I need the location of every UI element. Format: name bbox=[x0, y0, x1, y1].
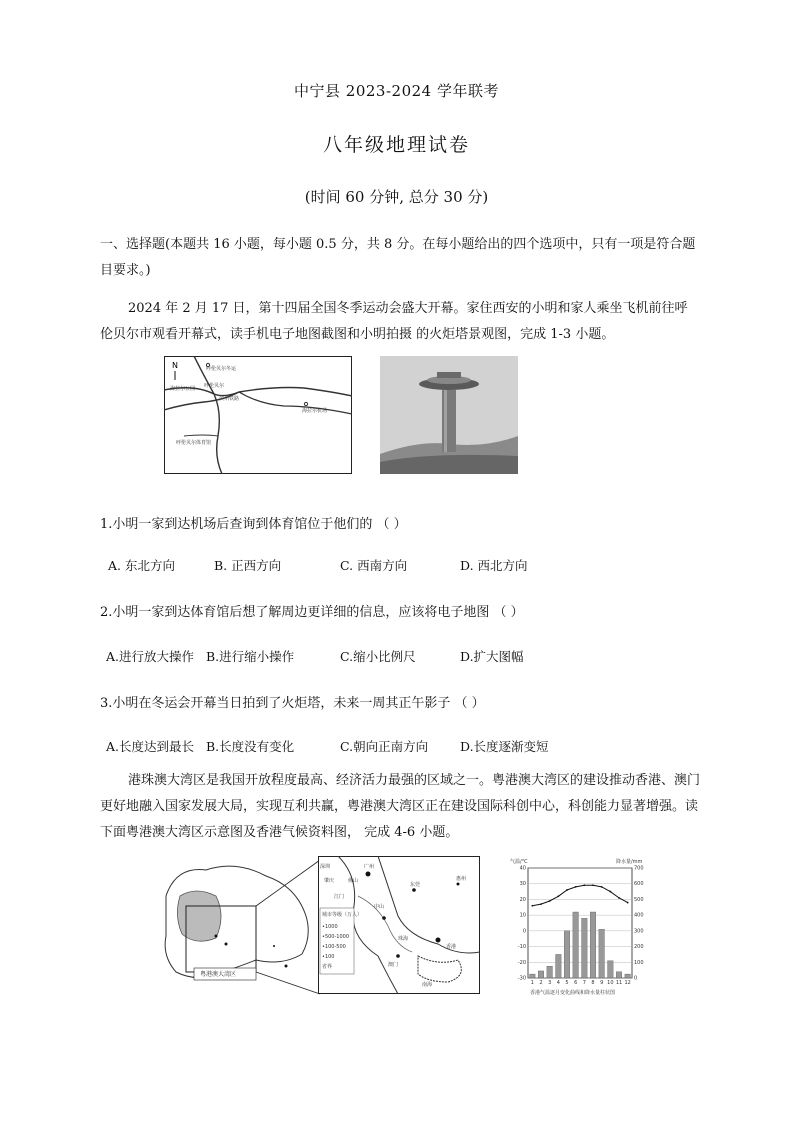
chart-temperature-point bbox=[618, 897, 620, 899]
passage-1: 2024 年 2 月 17 日，第十四届全国冬季运动会盛大开幕。家住西安的小明和家人乘坐飞机前往呼伦贝尔市观看开幕式，读手机电子地图截图和小明拍摄 的火炬塔景观图，完成 1-3 小题。 bbox=[100, 301, 688, 342]
chart-temp-tick: 0 bbox=[522, 928, 526, 935]
chart-precip-tick: 500 bbox=[634, 896, 644, 903]
option-a[interactable]: A.长度达到最长 bbox=[106, 739, 195, 754]
chart-precip-bar bbox=[590, 912, 596, 978]
chart-month-tick: 1 bbox=[530, 980, 534, 986]
city-label: 江门 bbox=[334, 894, 345, 900]
page-title: 八年级地理试卷 bbox=[322, 134, 470, 156]
hong-kong-climate-chart bbox=[508, 856, 658, 996]
chart-temp-tick: -30 bbox=[517, 975, 526, 982]
section-intro: 一、选择题(本题共 16 小题，每小题 0.5 分，共 8 分。在每小题给出的四个选项中，只有一项是符合题目要求。) bbox=[100, 237, 696, 278]
map-label: 海拉尔公园 bbox=[170, 386, 196, 392]
city-label: 深圳 bbox=[320, 864, 331, 870]
city-label: 香港 bbox=[446, 944, 457, 950]
legend-item: •100-500 bbox=[322, 944, 346, 950]
chart-precip-tick: 600 bbox=[634, 881, 644, 888]
question-3: 3.小明在冬运会开幕当日拍到了火炬塔，未来一周其正午影子 （ ） bbox=[100, 696, 485, 711]
option-c[interactable]: C.朝向正南方向 bbox=[340, 739, 429, 754]
option-a[interactable]: A.进行放大操作 bbox=[106, 649, 195, 664]
chart-precip-tick: 400 bbox=[634, 912, 644, 919]
chart-precip-bar bbox=[599, 929, 605, 978]
city-label: 珠海 bbox=[398, 936, 409, 942]
chart-month-tick: 7 bbox=[582, 980, 586, 986]
chart-precip-tick: 100 bbox=[634, 959, 644, 966]
legend-item: •1000 bbox=[322, 924, 338, 930]
legend-item: •100 bbox=[322, 954, 335, 960]
chart-month-tick: 5 bbox=[565, 980, 569, 986]
chart-temperature-point bbox=[592, 884, 594, 886]
chart-month-tick: 10 bbox=[607, 980, 614, 986]
map-caption: 粤港澳大湾区 bbox=[200, 971, 237, 978]
question-2-options bbox=[106, 647, 706, 667]
chart-month-tick: 4 bbox=[556, 980, 560, 986]
option-b[interactable]: B. 正西方向 bbox=[214, 558, 282, 573]
legend-title: 城市等级（万人） bbox=[322, 912, 363, 918]
city-label: 惠州 bbox=[456, 876, 467, 882]
option-c[interactable]: C.缩小比例尺 bbox=[340, 649, 416, 664]
legend-item: •500-1000 bbox=[322, 934, 350, 940]
chart-temperature-point bbox=[566, 889, 568, 891]
chart-precip-bar bbox=[538, 971, 544, 978]
chart-temp-tick: 20 bbox=[519, 896, 526, 903]
option-c[interactable]: C. 西南方向 bbox=[340, 558, 408, 573]
option-d[interactable]: D.扩大图幅 bbox=[460, 649, 524, 664]
city-label: 广州 bbox=[364, 864, 375, 870]
map-label: 滨州铁路 bbox=[219, 396, 240, 402]
exam-subtitle: (时间 60 分钟, 总分 30 分) bbox=[304, 188, 489, 206]
bay-area-detail-map bbox=[318, 856, 480, 994]
chart-precip-bar bbox=[530, 974, 536, 978]
option-d[interactable]: D.长度逐渐变短 bbox=[460, 739, 549, 754]
chart-month-tick: 11 bbox=[615, 980, 623, 986]
chart-temp-tick: -10 bbox=[517, 944, 526, 951]
option-a[interactable]: A. 东北方向 bbox=[108, 558, 175, 573]
electronic-map-figure bbox=[164, 356, 352, 474]
legend-item: 省界 bbox=[322, 964, 333, 970]
chart-precip-tick: 0 bbox=[634, 975, 638, 982]
map-label: 呼伦贝尔体育馆 bbox=[176, 440, 212, 446]
chart-temperature-point bbox=[609, 891, 611, 893]
chart-temperature-point bbox=[557, 895, 559, 897]
map-label: 海拉尔机场 bbox=[302, 408, 328, 414]
chart-temperature-point bbox=[627, 902, 629, 904]
chart-precip-bar bbox=[608, 961, 614, 978]
question-1-options bbox=[108, 556, 708, 576]
chart-temp-tick: 30 bbox=[519, 881, 526, 888]
chart-temperature-point bbox=[549, 900, 551, 902]
option-d[interactable]: D. 西北方向 bbox=[460, 558, 528, 573]
torch-tower-photo bbox=[380, 356, 518, 474]
chart-month-tick: 2 bbox=[539, 980, 543, 986]
chart-month-tick: 8 bbox=[591, 980, 595, 986]
chart-month-tick: 12 bbox=[624, 980, 631, 986]
chart-precip-bar bbox=[564, 931, 570, 978]
chart-caption: 香港气温逐月变化曲线和降水量柱状图 bbox=[530, 990, 616, 996]
chart-temp-tick: 40 bbox=[519, 865, 526, 872]
city-label: 南海 bbox=[422, 982, 433, 988]
chart-temperature-point bbox=[531, 905, 533, 907]
chart-precip-bar bbox=[625, 974, 631, 978]
city-label: 佛山 bbox=[348, 878, 359, 884]
chart-left-axis-title: 气温/°C bbox=[510, 859, 528, 865]
map-label: 呼伦贝尔冬运 bbox=[206, 366, 237, 372]
city-label: 肇庆 bbox=[324, 878, 335, 884]
chart-month-tick: 6 bbox=[574, 980, 578, 986]
option-b[interactable]: B.进行缩小操作 bbox=[206, 649, 295, 664]
chart-precip-tick: 200 bbox=[634, 944, 644, 951]
north-arrow-label: N bbox=[172, 361, 178, 370]
bay-area-overview-map bbox=[156, 856, 324, 996]
city-label: 澳门 bbox=[388, 962, 399, 968]
exam-header-line: 中宁县 2023-2024 学年联考 bbox=[294, 82, 499, 100]
chart-temperature-point bbox=[540, 903, 542, 905]
city-label: 中山 bbox=[374, 904, 385, 910]
chart-precip-bar bbox=[616, 972, 622, 978]
chart-temp-tick: 10 bbox=[519, 912, 526, 919]
chart-precip-bar bbox=[582, 918, 588, 978]
question-2: 2.小明一家到达体育馆后想了解周边更详细的信息，应该将电子地图 （ ） bbox=[100, 605, 524, 620]
passage-2: 港珠澳大湾区是我国开放程度最高、经济活力最强的区域之一。粤港澳大湾区的建设推动香港、澳门更好地融入国家发展大局，实现互利共赢，粤港澳大湾区正在建设国际科创中心，科创能力显著增强。读下面粤港澳大湾区示意图及香港气候资料图， 完成 4-6 小题。 bbox=[100, 773, 701, 840]
chart-month-tick: 3 bbox=[548, 980, 552, 986]
chart-month-tick: 9 bbox=[600, 980, 604, 986]
question-1: 1.小明一家到达机场后查询到体育馆位于他们的 （ ） bbox=[100, 517, 407, 532]
chart-precip-bar bbox=[556, 954, 562, 978]
chart-temperature-point bbox=[601, 886, 603, 888]
chart-precip-bar bbox=[547, 966, 553, 978]
chart-precip-tick: 300 bbox=[634, 928, 644, 935]
option-b[interactable]: B.长度没有变化 bbox=[206, 739, 295, 754]
question-3-options bbox=[106, 737, 706, 757]
chart-right-axis-title: 降水量/mm bbox=[616, 859, 643, 865]
chart-temperature-point bbox=[583, 884, 585, 886]
city-label: 东莞 bbox=[410, 882, 421, 888]
chart-temp-tick: -20 bbox=[517, 959, 526, 966]
chart-precip-bar bbox=[573, 912, 579, 978]
chart-plot-area bbox=[528, 868, 632, 978]
map-label: 呼伦贝尔 bbox=[204, 383, 225, 389]
chart-precip-tick: 700 bbox=[634, 865, 644, 872]
chart-temperature-point bbox=[575, 886, 577, 888]
